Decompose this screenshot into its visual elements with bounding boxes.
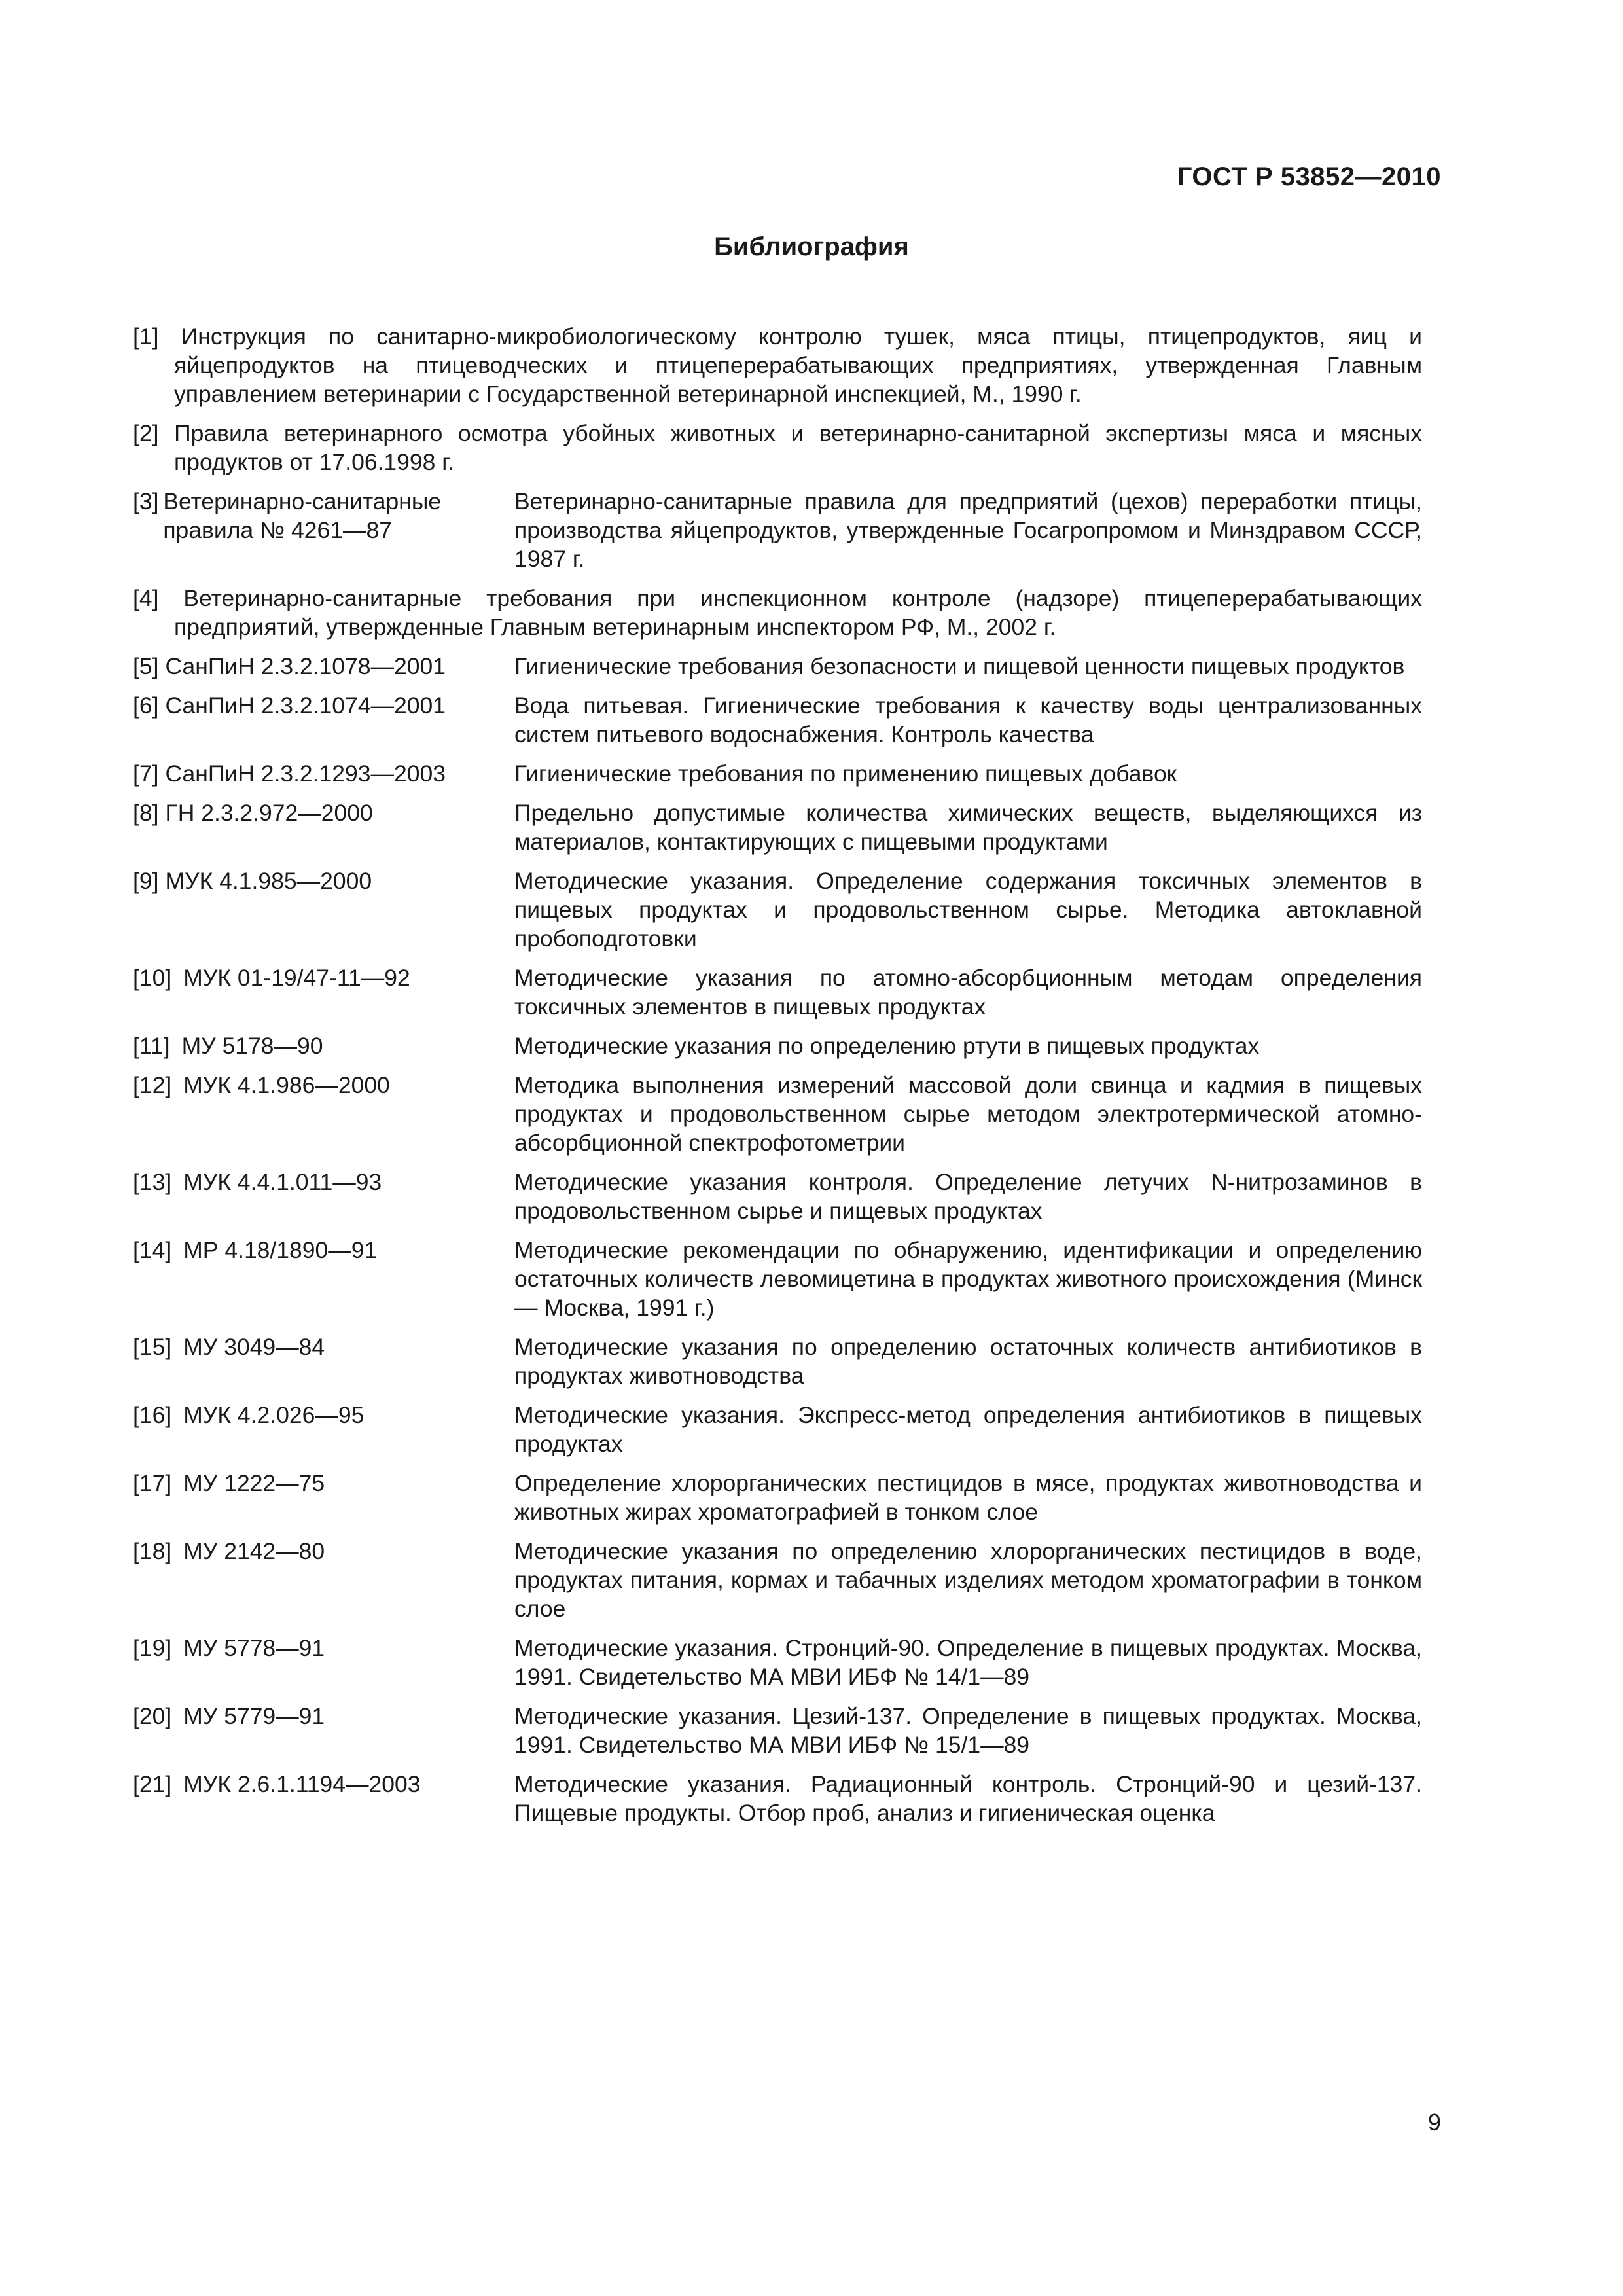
bibliography-entry [133,652,1422,681]
entry-designation: МУ 2142—80 [183,1538,325,1564]
entry-designation-cell [133,1236,514,1322]
entry-description: Определение хлорорганических пестицидов в мясе, продуктах животноводства и животных жирах хроматографией в тонком слое [514,1470,1422,1525]
entry-description: Ветеринарно-санитарные правила для предприятий (цехов) переработки птицы, производства яйцепродуктов, утвержденные Госагропромом и Минздравом СССР, 1987 г. [514,488,1422,572]
page-number: 9 [1427,2109,1441,2136]
entry-designation-cell [133,759,514,788]
entry-designation-cell [133,652,514,681]
entry-designation: МУ 5178—90 [181,1033,323,1059]
bibliography-entry [133,963,1422,1021]
entry-number: [1] [133,323,159,350]
entry-designation: СанПиН 2.3.2.1078—2001 [165,653,446,679]
entry-number: [3] [133,488,159,514]
bibliography-entry [133,1537,1422,1623]
entry-number: [4] [133,585,159,611]
bibliography-list [133,322,1422,1838]
entry-number: [12] [133,1072,172,1098]
entry-designation: МУ 3049—84 [183,1334,325,1360]
entry-number: [9] [133,868,159,894]
bibliography-entry [133,584,1422,641]
entry-number: [7] [133,761,159,787]
entry-number: [10] [133,965,172,991]
entry-designation: МУК 4.4.1.011—93 [183,1169,382,1195]
entry-description: Предельно допустимые количества химических веществ, выделяющихся из материалов, контактирующих с пищевыми продуктами [514,800,1422,855]
entry-designation: ГН 2.3.2.972—2000 [165,800,373,826]
entry-designation-cell [133,1469,514,1526]
page-title: Библиография [714,232,909,261]
entry-designation: МУ 5779—91 [183,1703,325,1729]
entry-designation-cell [133,867,514,953]
entry-designation-cell [133,1634,514,1691]
bibliography-entry [133,867,1422,953]
bibliography-entry [133,1168,1422,1225]
bibliography-entry [133,1702,1422,1759]
entry-text: Инструкция по санитарно-микробиологическому контролю тушек, мяса птицы, птицепродуктов, яиц и яйцепродуктов на птицеводческих и птицеперерабатывающих предприятиях, утвержденная Главным управлением ветеринарии с Государственной ветеринарной инспекцией, М., 1990 г. [174,323,1422,407]
entry-number: [5] [133,653,159,679]
entry-designation-cell [133,1537,514,1623]
entry-number: [21] [133,1771,172,1797]
entry-description: Методические указания по атомно-абсорбционным методам определения токсичных элементов в пищевых продуктах [514,965,1422,1020]
bibliography-entry [133,1236,1422,1322]
entry-description: Методические указания по определению ртути в пищевых продуктах [514,1033,1260,1059]
entry-designation-cell [133,1770,514,1827]
entry-description: Методические указания по определению хлорорганических пестицидов в воде, продуктах питания, кормах и табачных изделиях методом хроматографии в тонком слое [514,1538,1422,1622]
bibliography-entry [133,759,1422,788]
entry-designation-cell [133,1702,514,1759]
bibliography-entry [133,1469,1422,1526]
entry-number: [13] [133,1169,172,1195]
entry-designation: Ветеринарно-санитарные правила № 4261—87 [163,488,442,543]
entry-description: Методические указания. Стронций-90. Определение в пищевых продуктах. Москва, 1991. Свидетельство МА МВИ ИБФ № 14/1—89 [514,1635,1422,1690]
entry-number: [20] [133,1703,172,1729]
bibliography-entry [133,322,1422,408]
entry-designation: СанПиН 2.3.2.1074—2001 [165,692,446,719]
entry-designation-cell [133,1401,514,1458]
entry-designation-cell [133,963,514,1021]
entry-number: [2] [133,420,159,446]
entry-number: [16] [133,1402,172,1428]
entry-designation-cell [133,1168,514,1225]
entry-designation-cell [133,691,514,749]
entry-designation-cell [133,1031,514,1060]
bibliography-entry [133,1401,1422,1458]
entry-number: [19] [133,1635,172,1661]
entry-designation-cell [133,487,514,573]
bibliography-entry [133,1634,1422,1691]
bibliography-entry [133,487,1422,573]
entry-designation: МУК 01-19/47-11—92 [183,965,410,991]
entry-text: Ветеринарно-санитарные требования при инспекционном контроле (надзоре) птицеперерабатывающих предприятий, утвержденные Главным ветеринарным инспектором РФ, М., 2002 г. [174,585,1422,640]
entry-number: [17] [133,1470,172,1496]
entry-designation-cell [133,1071,514,1157]
entry-description: Гигиенические требования безопасности и пищевой ценности пищевых продуктов [514,653,1405,679]
entry-designation-cell [133,1333,514,1390]
entry-designation: МУ 5778—91 [183,1635,325,1661]
entry-designation: МР 4.18/1890—91 [183,1237,378,1263]
entry-designation: МУК 4.1.985—2000 [165,868,372,894]
entry-designation: МУК 4.1.986—2000 [183,1072,390,1098]
entry-number: [6] [133,692,159,719]
entry-designation: МУК 2.6.1.1194—2003 [183,1771,421,1797]
bibliography-entry [133,1333,1422,1390]
entry-text: Правила ветеринарного осмотра убойных животных и ветеринарно-санитарной экспертизы мяса и мясных продуктов от 17.06.1998 г. [174,420,1422,475]
entry-description: Гигиенические требования по применению пищевых добавок [514,761,1177,787]
entry-description: Методические указания по определению остаточных количеств антибиотиков в продуктах животноводства [514,1334,1422,1389]
entry-description: Методические указания контроля. Определение летучих N-нитрозаминов в продовольственном сырье и пищевых продуктах [514,1169,1422,1224]
entry-designation: СанПиН 2.3.2.1293—2003 [165,761,446,787]
bibliography-entry [133,419,1422,476]
entry-number: [8] [133,800,159,826]
entry-description: Методические рекомендации по обнаружению, идентификации и определению остаточных количеств левомицетина в продуктах животного происхождения (Минск — Москва, 1991 г.) [514,1237,1422,1321]
entry-description: Вода питьевая. Гигиенические требования к качеству воды централизованных систем питьевого водоснабжения. Контроль качества [514,692,1422,747]
entry-description: Методические указания. Определение содержания токсичных элементов в пищевых продуктах и продовольственном сырье. Методика автоклавной пробоподготовки [514,868,1422,952]
entry-number: [15] [133,1334,172,1360]
entry-description: Методические указания. Радиационный контроль. Стронций-90 и цезий-137. Пищевые продукты. Отбор проб, анализ и гигиеническая оценка [514,1771,1422,1826]
bibliography-entry [133,1031,1422,1060]
bibliography-entry [133,1770,1422,1827]
bibliography-entry [133,1071,1422,1157]
bibliography-entry [133,798,1422,856]
entry-description: Методические указания. Экспресс-метод определения антибиотиков в пищевых продуктах [514,1402,1422,1457]
entry-number: [14] [133,1237,172,1263]
entry-designation-cell [133,798,514,856]
gost-code-header: ГОСТ Р 53852—2010 [1177,162,1441,191]
entry-number: [18] [133,1538,172,1564]
entry-description: Методика выполнения измерений массовой доли свинца и кадмия в пищевых продуктах и продовольственном сырье методом электротермической атомно-абсорбционной спектрофотометрии [514,1072,1422,1156]
entry-description: Методические указания. Цезий-137. Определение в пищевых продуктах. Москва, 1991. Свидетельство МА МВИ ИБФ № 15/1—89 [514,1703,1422,1758]
entry-designation: МУ 1222—75 [183,1470,325,1496]
entry-number: [11] [133,1033,170,1059]
bibliography-entry [133,691,1422,749]
entry-designation: МУК 4.2.026—95 [183,1402,365,1428]
